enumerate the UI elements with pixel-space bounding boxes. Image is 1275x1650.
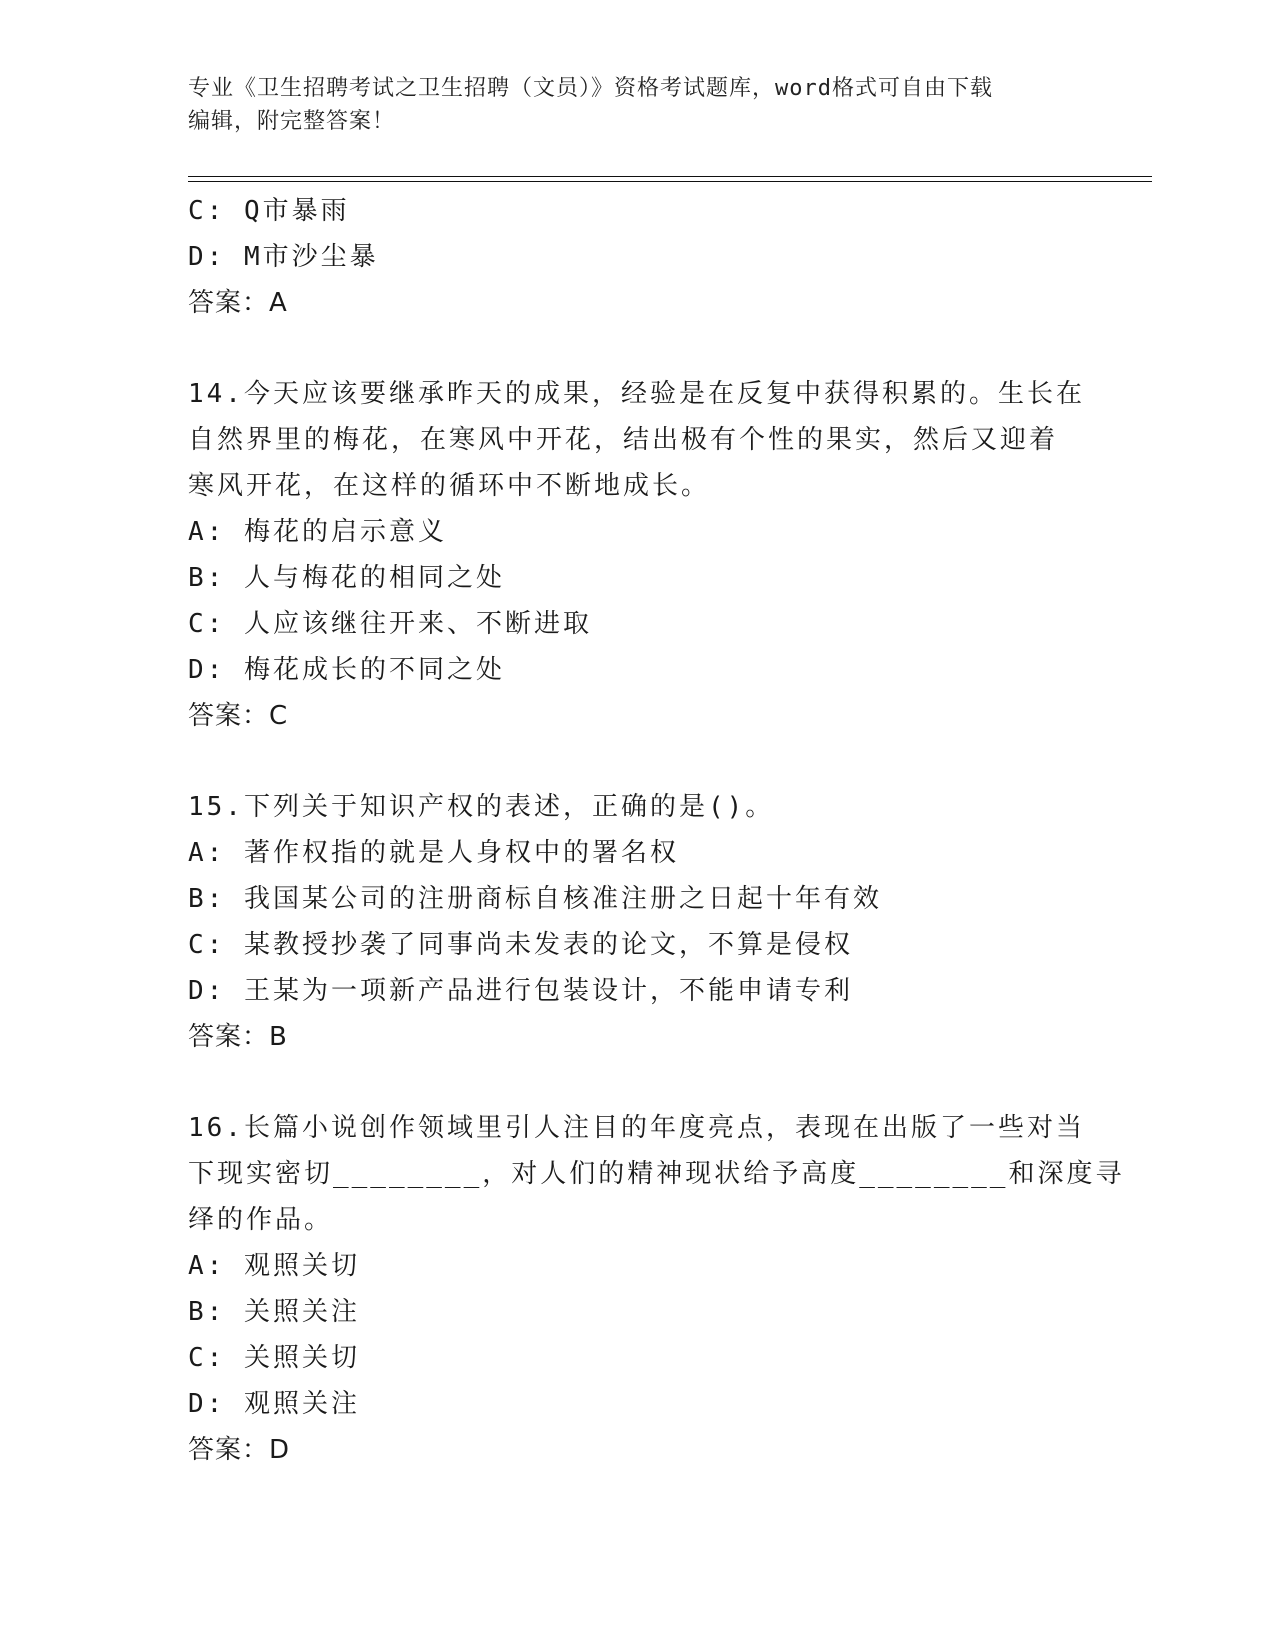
question-15	[188, 784, 1088, 1060]
question-stem-line: 自然界里的梅花，在寒风中开花，结出极有个性的果实，然后又迎着	[188, 425, 1059, 455]
header-line-2: 编辑，附完整答案！	[188, 109, 396, 134]
answer-line: 答案：D	[188, 1435, 291, 1465]
option-a: A: 梅花的启示意义	[188, 517, 447, 547]
option-d: D: 梅花成长的不同之处	[188, 655, 505, 685]
option-c: C: Q市暴雨	[188, 196, 350, 226]
question-stem-line: 15.下列关于知识产权的表述，正确的是()。	[188, 792, 775, 822]
question-list	[188, 188, 1125, 1473]
header-rule-top	[188, 176, 1152, 177]
option-c: C: 人应该继往开来、不断进取	[188, 609, 592, 639]
question-stem-line: 绎的作品。	[188, 1205, 334, 1235]
option-d: D: 观照关注	[188, 1389, 360, 1419]
question-stem-line: 14.今天应该要继承昨天的成果，经验是在反复中获得积累的。生长在	[188, 379, 1085, 409]
question-gap	[188, 326, 1088, 371]
question-stem-line: 寒风开花，在这样的循环中不断地成长。	[188, 471, 711, 501]
question-stem-line: 16.长篇小说创作领域里引人注目的年度亮点，表现在出版了一些对当	[188, 1113, 1085, 1143]
option-b: B: 关照关注	[188, 1297, 360, 1327]
question-gap	[188, 739, 1088, 784]
option-c: C: 关照关切	[188, 1343, 360, 1373]
header-line-1: 专业《卫生招聘考试之卫生招聘（文员）》资格考试题库，word格式可自由下载	[188, 76, 993, 101]
question-14	[188, 371, 1088, 739]
option-b: B: 人与梅花的相同之处	[188, 563, 505, 593]
document-header	[188, 72, 1088, 138]
option-d: D: M市沙尘暴	[188, 242, 379, 272]
answer-line: 答案：A	[188, 288, 288, 318]
answer-line: 答案：C	[188, 701, 289, 731]
option-a: A: 著作权指的就是人身权中的署名权	[188, 838, 679, 868]
option-d: D: 王某为一项新产品进行包装设计，不能申请专利	[188, 976, 853, 1006]
question-13-continued	[188, 188, 1088, 326]
option-c: C: 某教授抄袭了同事尚未发表的论文，不算是侵权	[188, 930, 853, 960]
question-gap	[188, 1060, 1088, 1105]
option-b: B: 我国某公司的注册商标自核准注册之日起十年有效	[188, 884, 882, 914]
answer-line: 答案：B	[188, 1022, 288, 1052]
question-stem-line: 下现实密切________，对人们的精神现状给予高度________和深度寻	[188, 1159, 1125, 1189]
question-16	[188, 1105, 1125, 1473]
header-rule-bottom	[188, 181, 1152, 182]
option-a: A: 观照关切	[188, 1251, 360, 1281]
